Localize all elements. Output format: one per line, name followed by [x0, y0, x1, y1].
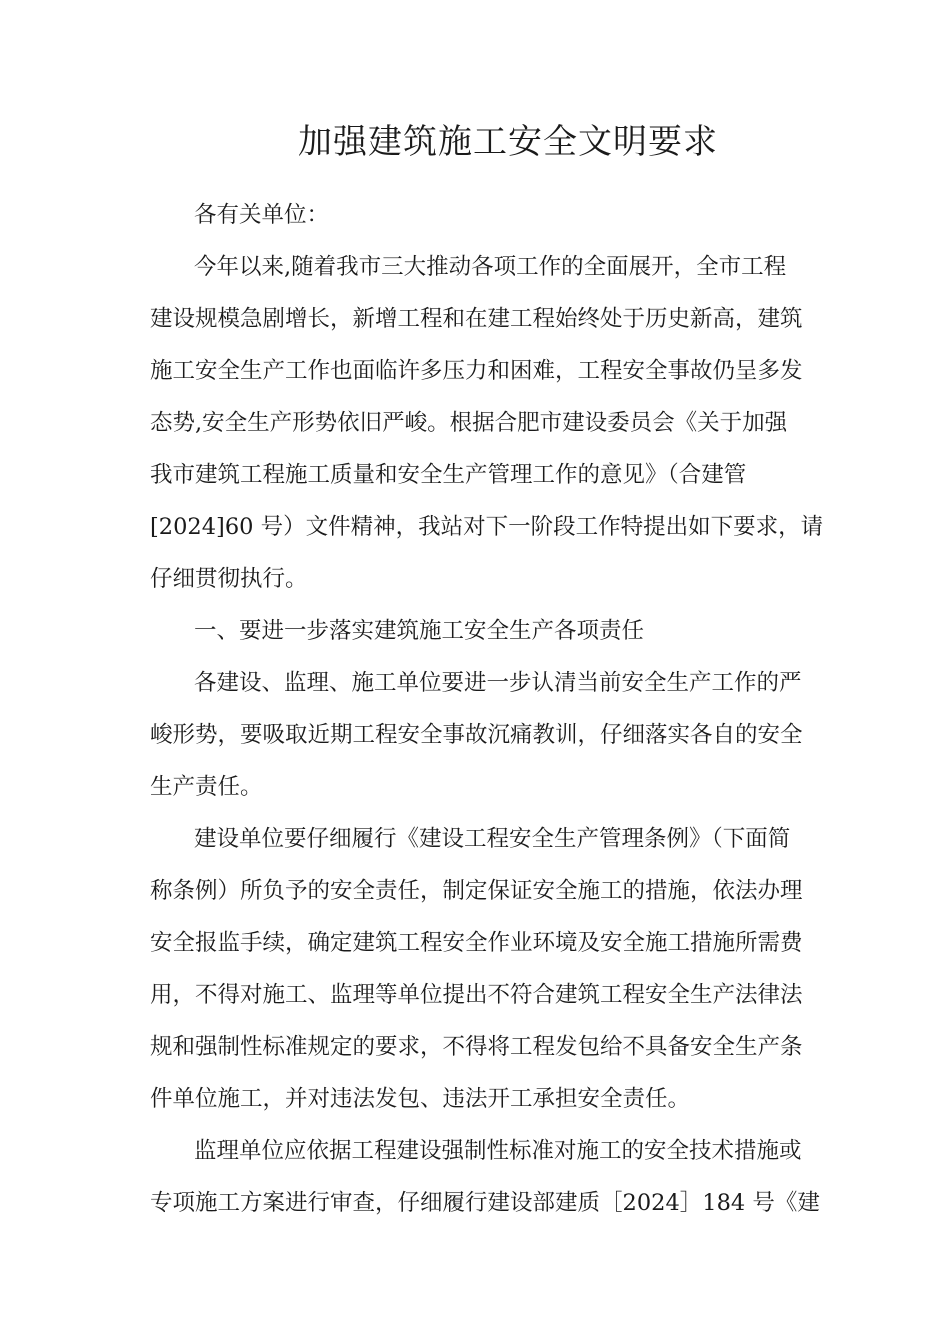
paragraph-line: 我市建筑工程施工质量和安全生产管理工作的意见》（合建管 — [150, 462, 747, 488]
paragraph-line: 今年以来,随着我市三大推动各项工作的全面展开，全市工程 — [194, 254, 787, 280]
paragraph-line: 仔细贯彻执行。 — [150, 566, 308, 592]
document-title: 加强建筑施工安全文明要求 — [298, 122, 718, 162]
paragraph-line: 安全报监手续，确定建筑工程安全作业环境及安全施工措施所需费 — [150, 930, 803, 956]
paragraph-line: 建设单位要仔细履行《建设工程安全生产管理条例》（下面简 — [194, 826, 791, 852]
paragraph-line: 称条例）所负予的安全责任，制定保证安全施工的措施，依法办理 — [150, 878, 803, 904]
paragraph-line: 监理单位应依据工程建设强制性标准对施工的安全技术措施或 — [194, 1138, 802, 1164]
paragraph-line: 建设规模急剧增长，新增工程和在建工程始终处于历史新高，建筑 — [150, 306, 803, 332]
paragraph-line: 峻形势，要吸取近期工程安全事故沉痛教训，仔细落实各自的安全 — [150, 722, 803, 748]
paragraph-line: 各建设、监理、施工单位要进一步认清当前安全生产工作的严 — [194, 670, 802, 696]
paragraph-line: 规和强制性标准规定的要求，不得将工程发包给不具备安全生产条 — [150, 1034, 803, 1060]
paragraph-line: 态势,安全生产形势依旧严峻。根据合肥市建设委员会《关于加强 — [150, 410, 788, 436]
paragraph-line: 施工安全生产工作也面临许多压力和困难，工程安全事故仍呈多发 — [150, 358, 803, 384]
paragraph-line: 用，不得对施工、监理等单位提出不符合建筑工程安全生产法律法 — [150, 982, 803, 1008]
paragraph-line: 生产责任。 — [150, 774, 263, 800]
paragraph-line: 件单位施工，并对违法发包、违法开工承担安全责任。 — [150, 1086, 691, 1112]
section-heading: 一、要进一步落实建筑施工安全生产各项责任 — [194, 618, 645, 644]
paragraph-line: 专项施工方案进行审查，仔细履行建设部建质［2024］184 号《建 — [150, 1190, 820, 1216]
salutation: 各有关单位： — [194, 202, 330, 228]
paragraph-line: [2024]60 号）文件精神，我站对下一阶段工作特提出如下要求，请 — [150, 514, 824, 540]
